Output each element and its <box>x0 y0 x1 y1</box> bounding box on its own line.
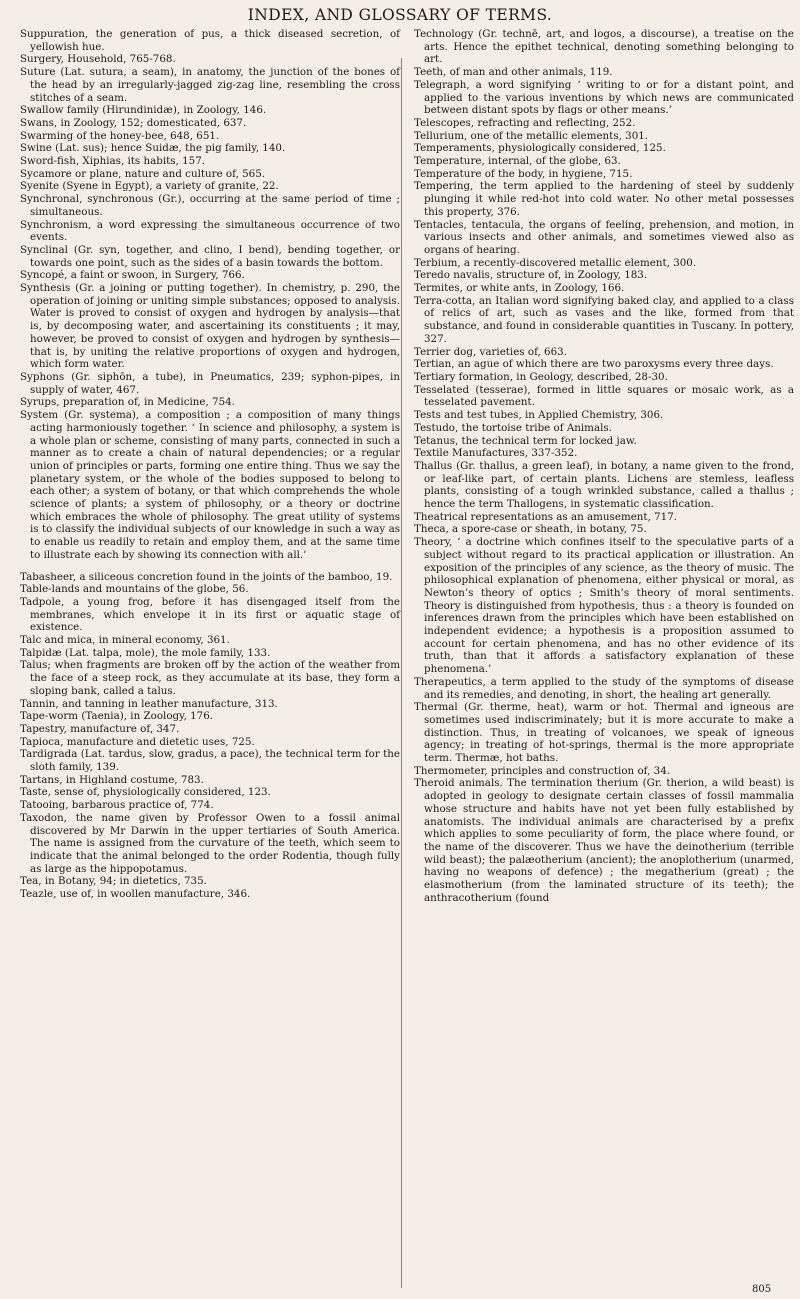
index-entry: Tape-worm (Taenia), in Zoology, 176. <box>20 710 214 723</box>
index-entry: Swallow family (Hirundinidæ), in Zoology, 146. <box>20 104 267 117</box>
index-entry: Syncopé, a faint or swoon, in Surgery, 766. <box>20 269 245 282</box>
index-entry: Talc and mica, in mineral economy, 361. <box>20 634 230 647</box>
index-entry: Taste, sense of, physiologically considered, 123. <box>20 786 271 799</box>
index-entry: Tetanus, the technical term for locked jaw. <box>414 434 637 447</box>
index-entry: Tertiary formation, in Geology, described, 28-30. <box>414 370 668 383</box>
index-entry: Synchronal, synchronous (Gr.), occurring at the same period of time ; simultaneous. <box>20 193 400 218</box>
index-entry: Tartans, in Highland costume, 783. <box>20 773 204 786</box>
index-entry: Tapestry, manufacture of, 347. <box>20 722 180 735</box>
index-entry: Syphons (Gr. siphōn, a tube), in Pneumatics, 239; syphon-pipes, in supply of water, 467. <box>20 370 400 396</box>
index-entry: Tadpole, a young frog, before it has disengaged itself from the membranes, which envelope it in its first or aquatic stage of existence. <box>20 595 400 634</box>
index-entry: Tertian, an ague of which there are two paroxysms every three days. <box>414 358 774 371</box>
index-entry: Teazle, use of, in woollen manufacture, 346. <box>20 888 251 901</box>
index-entry: Tests and test tubes, in Applied Chemistry, 306. <box>414 409 664 422</box>
index-entry: Theory, ‘ a doctrine which confines itself to the speculative parts of a subject without regard to its practical application or illustration. An exposition of the principles of any science, as the theory of music. The philosophical explanation of phenomena, either physical or moral, as Newton’s theory of optics ; Smith’s theory of moral sentiments. Theory is distinguished from hypothesis, thus : a theory is founded on inferences drawn from the principles which have been established on independent evidence; a hypothesis is a proposition assumed to account for certain phenomena, and has no other evidence of its truth, than that it affords a satisfactory explanation of these phenomena.’ <box>414 536 794 676</box>
index-entry: Terra-cotta, an Italian word signifying baked clay, and applied to a class of relics of art, such as vases and the like, formed from that substance, and found in considerable quantities in Tuscany. In pottery, 327. <box>414 294 794 345</box>
index-entry: Tesselated (tesserae), formed in little squares or mosaic work, as a tesselated pavement. <box>414 383 794 409</box>
index-entry: Suppuration, the generation of pus, a thick diseased secretion, of yellowish hue. <box>20 28 400 53</box>
index-entry: Theroid animals. The termination therium (Gr. therion, a wild beast) is adopted in geology to designate certain classes of fossil mammalia whose structure and habits have not yet been fully established by anatomists. The individual animals are characterised by a prefix which applies to some peculiarity of form, the place where found, or the name of the discoverer. Thus we have the deinotherium (terrible wild beast); the palæotherium (ancient); the anoplotherium (unarmed, having no weapons of defence) ; the megatherium (great) ; the elasmotherium (from the laminated structure of its teeth); the anthracotherium (found <box>414 777 794 904</box>
index-entry: Technology (Gr. technē, art, and logos, a discourse), a treatise on the arts. Hence the epithet technical, denoting something belonging to art. <box>414 28 794 66</box>
index-entry: Sycamore or plane, nature and culture of, 565. <box>20 167 266 180</box>
index-entry: Tellurium, one of the metallic elements, 301. <box>414 129 649 142</box>
index-entry: Swine (Lat. sus); hence Suidæ, the pig family, 140. <box>20 142 286 155</box>
index-entry: Theatrical representations as an amusement, 717. <box>414 510 678 523</box>
index-entry: Tapioca, manufacture and dietetic uses, 725. <box>20 735 255 748</box>
page-header: INDEX, AND GLOSSARY OF TERMS. <box>247 6 553 24</box>
index-entry: Swans, in Zoology, 152; domesticated, 637. <box>20 116 247 129</box>
index-entry: Thermometer, principles and construction of, 34. <box>414 764 671 777</box>
index-entry: Syrups, preparation of, in Medicine, 754. <box>20 396 235 409</box>
index-entry: System (Gr. systema), a composition ; a composition of many things acting harmoniously together. ‘ In science and philosophy, a system is a whole plan or scheme, consisting of many parts, connected in such a manner as to create a chain of natural dependencies; or a regular union of principles or parts, forming one entire thing. Thus we say the planetary system, or the whole of the bodies supposed to belong to each other; a system of botany, or that which comprehends the whole science of plants; a system of philosophy, or a theory or doctrine which embraces the whole of philosophy. The great utility of systems is to classify the individual subjects of our knowledge in such a way as to enable us readily to retain and employ them, and at the same time to illustrate each by showing its connection with all.’ <box>20 409 400 561</box>
index-entry: Thermal (Gr. therme, heat), warm or hot. Thermal and igneous are sometimes used indiscriminately; but it is more accurate to make a distinction. Thus, in treating of volcanoes, we speak of igneous agency; in treating of hot-springs, thermal is the more appropriate term. Thermæ, hot baths. <box>414 701 794 765</box>
index-entry: Teeth, of man and other animals, 119. <box>414 66 613 79</box>
index-entry: Thallus (Gr. thallus, a green leaf), in botany, a name given to the frond, or leaf-like part, of certain plants. Lichens are stemless, leafless plants, consisting of a tough wrinkled substance, called a thallus ; hence the term Thallogens, in systematic classification. <box>414 459 794 511</box>
index-entry: Terrier dog, varieties of, 663. <box>414 345 567 358</box>
index-entry: Suture (Lat. sutura, a seam), in anatomy, the junction of the bones of the head by an irregularly-jagged zig-zag line, resembling the cross stitches of a seam. <box>20 66 400 104</box>
index-entry: Sword-fish, Xiphias, its habits, 157. <box>20 155 206 168</box>
index-entry: Talus; when fragments are broken off by the action of the weather from the face of a steep rock, as they accumulate at its base, they form a sloping bank, called a talus. <box>20 659 400 697</box>
index-entry: Termites, or white ants, in Zoology, 166. <box>414 282 625 295</box>
index-entry: Tatooing, barbarous practice of, 774. <box>20 799 214 812</box>
index-entry: Tempering, the term applied to the hardening of steel by suddenly plunging it while red-hot into cold water. No other metal possesses this property, 376. <box>414 180 794 218</box>
index-entry: Testudo, the tortoise tribe of Animals. <box>414 421 612 434</box>
index-entry: Tannin, and tanning in leather manufacture, 313. <box>20 697 278 710</box>
index-entry: Temperaments, physiologically considered, 125. <box>414 142 666 155</box>
index-entry: Theca, a spore-case or sheath, in botany, 75. <box>414 523 647 536</box>
page-number: 805 <box>752 1284 772 1295</box>
index-entry: Tentacles, tentacula, the organs of feeling, prehension, and motion, in various insects and other animals, and sometimes viewed also as organs of hearing. <box>414 218 794 256</box>
index-entry: Teredo navalis, structure of, in Zoology, 183. <box>414 269 648 282</box>
index-entry: Temperature of the body, in hygiene, 715. <box>414 167 633 180</box>
index-entry: Synchronism, a word expressing the simultaneous occurrence of two events. <box>20 218 400 244</box>
index-entry: Surgery, Household, 765-768. <box>20 53 176 66</box>
index-entry: Terbium, a recently-discovered metallic element, 300. <box>414 256 697 269</box>
index-entry: Synthesis (Gr. a joining or putting together). In chemistry, p. 290, the operation of joining or uniting simple substances; opposed to analysis. Water is proved to consist of oxygen and hydrogen by analysis—that is, by decomposing water, and ascertaining its constituents ; it may, however, be proved to consist of oxygen and hydrogen by synthesis—that is, by uniting the relative proportions of oxygen and hydrogen, which form water. <box>20 282 400 371</box>
index-entry: Swarming of the honey-bee, 648, 651. <box>20 129 220 142</box>
index-entry: Taxodon, the name given by Professor Owen to a fossil animal discovered by Mr Darwin in the upper tertiaries of South America. The name is assigned from the curvature of the teeth, which seem to indicate that the animal belonged to the order Rodentia, though fully as large as the hippopotamus. <box>20 811 400 875</box>
right-column <box>414 28 794 905</box>
index-entry: Therapeutics, a term applied to the study of the symptoms of disease and its remedies, and denoting, in short, the healing art generally. <box>414 675 794 701</box>
index-entry: Talpidæ (Lat. talpa, mole), the mole family, 133. <box>20 646 271 659</box>
index-entry: Tea, in Botany, 94; in dietetics, 735. <box>20 875 207 888</box>
index-entry: Telegraph, a word signifying ‘ writing to or for a distant point, and applied to the various inventions by which news are communicated between distant spots by flags or other means.’ <box>414 78 794 117</box>
index-entry: Syenite (Syene in Egypt), a variety of granite, 22. <box>20 180 279 193</box>
index-entry: Tardigrada (Lat. tardus, slow, gradus, a pace), the technical term for the sloth family, 139. <box>20 748 400 774</box>
index-entry: Table-lands and mountains of the globe, 56. <box>20 583 249 596</box>
index-entry: Telescopes, refracting and reflecting, 252. <box>414 116 636 129</box>
index-entry: Textile Manufactures, 337-352. <box>414 447 578 460</box>
index-entry: Tabasheer, a siliceous concretion found in the joints of the bamboo, 19. <box>20 570 393 583</box>
column-divider <box>401 58 402 1288</box>
index-entry: Synclinal (Gr. syn, together, and clino, I bend), bending together, or towards one point, such as the sides of a basin towards the bottom. <box>20 243 400 269</box>
left-column <box>20 28 400 901</box>
index-entry: Temperature, internal, of the globe, 63. <box>414 155 621 168</box>
